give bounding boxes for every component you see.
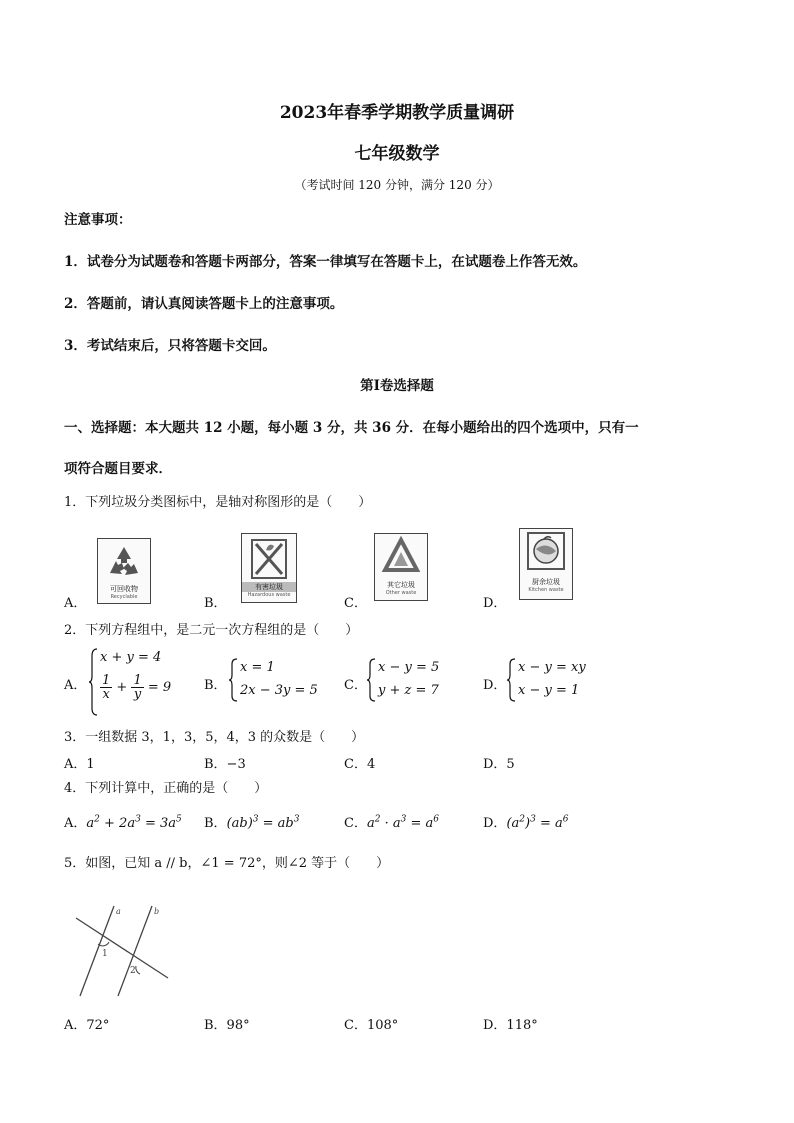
equation: x − y = xy [518,660,586,675]
icon-caption: 有害垃圾 [242,582,296,592]
option [483,812,568,831]
question-stem: 3．一组数据 3，1，3，5，4，3 的众数是（ ） [64,730,365,745]
exam-title: 2023年春季学期教学质量调研 [279,103,515,123]
math-expression: $a^2 + 2a^3 = 3a^5$ [86,814,182,831]
icon-caption: 厨余垃圾 [532,578,560,586]
hazardous-icon [241,533,297,603]
kitchen-waste-icon [519,528,573,600]
plus-sign: + [116,680,128,695]
line-label-b: b [154,907,160,916]
option: B．−3 [204,757,246,772]
notice-item: 3．考试结束后，只将答题卡交回。 [64,338,276,354]
equation: y + z = 7 [378,683,439,698]
equation-rhs: = 9 [147,680,172,695]
option-label: B． [204,596,227,611]
math-expression: $(ab)^3 = ab^3$ [226,814,300,831]
equation-system-b [228,658,328,702]
option: D．5 [483,757,515,772]
option: D．118° [483,1018,538,1033]
denominator: x [102,687,110,702]
brace-icon [366,658,376,702]
option [204,812,299,831]
option [344,812,439,831]
icon-subcaption: Hazardous waste [247,592,291,598]
option: A．1 [64,757,95,772]
angle-label-1: 1 [102,949,108,959]
exam-subtitle: 七年级数学 [354,144,440,164]
question-stem: 5．如图，已知 a // b，∠1 = 72°，则∠2 等于（ ） [64,856,390,871]
option: B．98° [204,1018,250,1033]
math-expression: $(a^2)^3 = a^6$ [506,814,569,831]
denominator: y [133,687,142,702]
brace-icon [88,648,98,716]
parallel-lines-figure [70,900,180,1000]
option-label: C． [344,596,367,611]
equation: x = 1 [240,660,275,675]
icon-subcaption: Recyclable [110,594,138,600]
icon-subcaption: Other waste [385,590,417,596]
equation: x − y = 1 [518,683,580,698]
angle-label-2: 2 [130,966,136,976]
notice-item: 2．答题前，请认真阅读答题卡上的注意事项。 [64,296,344,312]
equation-system-c [366,658,466,702]
section-instruction: 一、选择题：本大题共 12 小题，每小题 3 分，共 36 分．在每小题给出的四个选项中，只有一 [64,420,639,436]
brace-icon [506,658,516,702]
math-expression: $a^2 \cdot a^3 = a^6$ [366,814,439,831]
recyclable-icon [97,538,151,604]
fraction [131,674,143,701]
option: A．72° [64,1018,110,1033]
icon-caption: 其它垃圾 [387,581,415,589]
option-label: C． [344,678,367,693]
line-label-a: a [116,907,121,916]
option-label: B． [204,816,227,831]
option: C．4 [344,757,376,772]
option-label: D． [483,596,507,611]
numerator: 1 [102,673,111,688]
notice-heading: 注意事项： [64,212,132,228]
other-waste-icon [374,533,428,601]
option-label: D． [483,816,507,831]
question-stem: 4．下列计算中，正确的是（ ） [64,781,268,796]
section-title: 第Ⅰ卷选择题 [360,378,434,394]
option-label: A． [64,816,87,831]
brace-icon [228,658,238,702]
option-label: C． [344,816,367,831]
option-label: D． [483,678,507,693]
icon-subcaption: Kitchen waste [528,587,564,593]
fraction [100,674,112,701]
numerator: 1 [133,673,142,688]
option-label: B． [204,678,227,693]
equation: x − y = 5 [378,660,440,675]
icon-caption: 可回收物 [110,585,138,593]
option-label: A． [64,596,87,611]
equation [100,674,171,701]
time-note: （考试时间 120 分钟，满分 120 分） [294,178,500,192]
equation: x + y = 4 [100,650,162,665]
question-stem: 2．下列方程组中，是二元一次方程组的是（ ） [64,623,359,638]
option-label: A． [64,678,87,693]
option: C．108° [344,1018,399,1033]
option [64,812,182,831]
notice-item: 1．试卷分为试题卷和答题卡两部分，答案一律填写在答题卡上，在试题卷上作答无效。 [64,254,587,270]
equation-system-a [88,648,178,716]
question-stem: 1．下列垃圾分类图标中，是轴对称图形的是（ ） [64,495,372,510]
equation: 2x − 3y = 5 [240,683,318,698]
section-instruction: 项符合题目要求． [64,461,172,477]
equation-system-d [506,658,606,702]
